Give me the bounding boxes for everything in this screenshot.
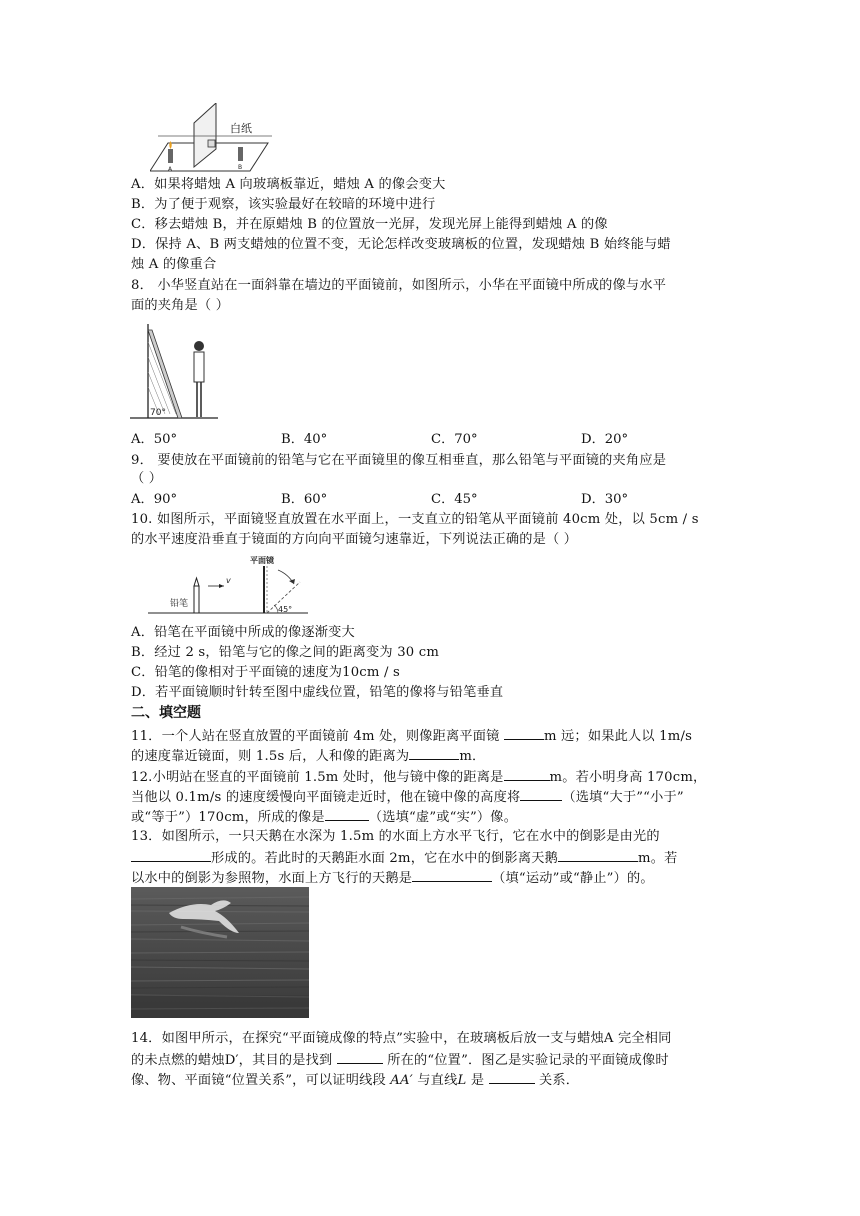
svg-text:A: A <box>168 166 173 173</box>
q7-option-a: A．如果将蜡烛 A 向玻璃板靠近，蜡烛 A 的像会变大 <box>131 177 446 192</box>
q9-option-d: D．30° <box>581 492 629 507</box>
pencil-label: 铅笔 <box>170 599 189 609</box>
q8-option-d: D．20° <box>581 432 629 447</box>
q9-stem-line1: 9． 要使放在平面镜前的铅笔与它在平面镜里的像互相垂直，那么铅笔与平面镜的夹角应是 <box>131 453 667 468</box>
segment-aa-prime: AA′ <box>390 1073 413 1088</box>
q13-blank-2[interactable] <box>558 848 638 862</box>
q10-option-d: D．若平面镜顺时针转至图中虚线位置，铅笔的像将与铅笔垂直 <box>131 685 504 700</box>
q13-blank-3[interactable] <box>412 868 492 882</box>
q8-stem-line2: 面的夹角是（ ） <box>131 298 230 313</box>
candle-b-shape <box>238 147 243 161</box>
q9-option-b: B．60° <box>281 492 328 507</box>
angle-45-label: 45° <box>278 605 293 614</box>
q14-blank-2[interactable] <box>489 1070 535 1084</box>
q14-line1: 14．如图甲所示，在探究“平面镜成像的特点”实验中，在玻璃板后放一支与蜡烛A 完全相同 <box>131 1031 672 1046</box>
q9-stem-line2: （ ） <box>131 471 163 486</box>
q9-option-a: A．90° <box>131 492 178 507</box>
q11-line1: 11．一个人站在竖直放置的平面镜前 4m 处，则像距离平面镜 m 远；如果此人以 1m/s <box>131 726 692 746</box>
q8-stem-line1: 8． 小华竖直站在一面斜靠在墙边的平面镜前，如图所示，小华在平面镜中所成的像与水平 <box>131 278 667 293</box>
q9-options <box>131 491 731 509</box>
q10-stem-line2: 的水平速度沿垂直于镜面的方向向平面镜匀速靠近，下列说法正确的是（ ） <box>131 532 578 547</box>
q7-option-d: D．保持 A、B 两支蜡烛的位置不变，无论怎样改变玻璃板的位置，发现蜡烛 B 始终能与蜡 <box>131 237 671 252</box>
q10-option-b: B．经过 2 s，铅笔与它的像之间的距离变为 30 cm <box>131 645 440 660</box>
q12-blank-1[interactable] <box>504 767 550 781</box>
white-paper-label: 白纸 <box>230 122 252 135</box>
candle-experiment-figure <box>150 103 280 173</box>
q13-blank-1[interactable] <box>131 848 211 862</box>
candle-a-shape <box>168 149 173 163</box>
q13-line3: 以水中的倒影为参照物，水面上方飞行的天鹅是 （填“运动”或“静止”）的。 <box>131 868 654 888</box>
q8-option-c: C．70° <box>431 432 478 447</box>
q12-blank-3[interactable] <box>325 807 369 821</box>
mirror-label: 平面镜 <box>250 556 274 565</box>
q10-stem-line1: 10. 如图所示，平面镜竖直放置在水平面上，一支直立的铅笔从平面镜前 40cm 处，以 5cm / s <box>131 512 699 527</box>
q8-option-b: B．40° <box>281 432 328 447</box>
leaning-mirror-figure <box>130 322 218 422</box>
q12-blank-2[interactable] <box>520 787 562 801</box>
q14-line2: 的未点燃的蜡烛D′，其目的是找到 所在的“位置”．图乙是实验记录的平面镜成像时 <box>131 1050 669 1070</box>
q13-line2: 形成的。若此时的天鹅距水面 2m，它在水中的倒影离天鹅 m。若 <box>131 848 677 868</box>
velocity-label: v <box>226 576 231 585</box>
q12-line2: 当他以 0.1m/s 的速度缓慢向平面镜走近时，他在镜中像的高度将 （选填“大于”“小于” <box>131 787 684 807</box>
swan-photo <box>131 887 309 1018</box>
q12-line3: 或“等于”）170cm，所成的像是 （选填“虚”或“实”）像。 <box>131 807 517 827</box>
q14-line3: 像、物、平面镜“位置关系”，可以证明线段 AA′ 与直线L 是 关系． <box>131 1070 579 1090</box>
q11-line2: 的速度靠近镜面，则 1.5s 后，人和像的距离为 m． <box>131 746 485 766</box>
section-fill-in-heading: 二、填空题 <box>131 705 201 721</box>
svg-text:B: B <box>238 164 243 171</box>
q11-blank-1[interactable] <box>504 726 544 740</box>
q7-option-b: B．为了便于观察，该实验最好在较暗的环境中进行 <box>131 197 436 212</box>
q11-blank-2[interactable] <box>409 746 459 760</box>
q8-options <box>131 431 731 449</box>
q10-option-a: A．铅笔在平面镜中所成的像逐渐变大 <box>131 625 355 640</box>
q10-option-c: C．铅笔的像相对于平面镜的速度为10cm / s <box>131 665 400 680</box>
q14-blank-1[interactable] <box>337 1050 383 1064</box>
q13-line1: 13．如图所示，一只天鹅在水深为 1.5m 的水面上方水平飞行，它在水中的倒影是由光的 <box>131 829 660 844</box>
q7-option-c: C．移去蜡烛 B，并在原蜡烛 B 的位置放一光屏，发现光屏上能得到蜡烛 A 的像 <box>131 217 608 232</box>
pencil-mirror-figure <box>148 556 308 616</box>
q12-line1: 12.小明站在竖直的平面镜前 1.5m 处时，他与镜中像的距离是 m。若小明身高 170cm， <box>131 767 706 787</box>
line-l: L <box>457 1073 467 1088</box>
q8-option-a: A．50° <box>131 432 178 447</box>
angle-70-label: 70° <box>150 408 166 418</box>
q7-option-d-cont: 烛 A 的像重合 <box>131 257 217 272</box>
q9-option-c: C．45° <box>431 492 478 507</box>
